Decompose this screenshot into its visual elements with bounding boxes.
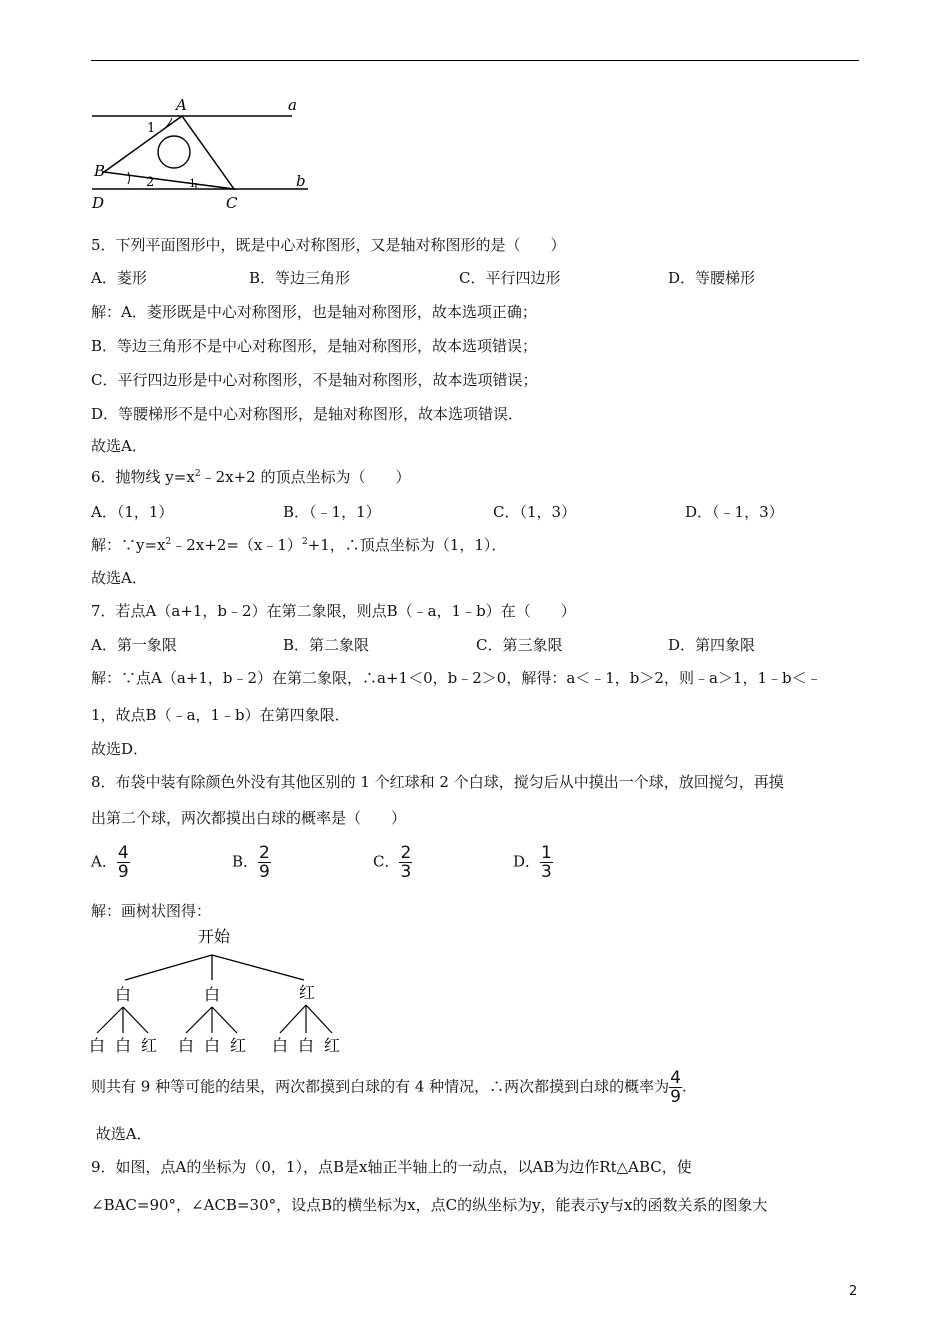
q8-option-b-num: 2 bbox=[259, 843, 270, 863]
q8-conclusion bbox=[91, 1069, 687, 1106]
label-B: B bbox=[94, 162, 106, 180]
label-a: a bbox=[288, 96, 297, 114]
q6-solution bbox=[91, 535, 506, 555]
q8-conclusion-text: 则共有 9 种等可能的结果，两次都摸到白球的有 4 种情况，∴两次都摸到白球的概率为 bbox=[91, 1077, 670, 1096]
q5-option-c: C．平行四边形 bbox=[459, 269, 561, 287]
tree-leaf-7: 白 bbox=[272, 1036, 289, 1055]
q8-option-b-label: B． bbox=[232, 852, 259, 871]
q5-solution-2: B．等边三角形不是中心对称图形，是轴对称图形，故本选项错误； bbox=[91, 337, 538, 355]
q8-option-d-label: D． bbox=[513, 852, 541, 871]
q5-option-a: A．菱形 bbox=[91, 269, 147, 287]
inscribed-circle bbox=[158, 136, 190, 168]
q7-option-c: C．第三象限 bbox=[476, 636, 563, 654]
q5-option-d: D．等腰梯形 bbox=[668, 269, 756, 287]
angle-mark-2 bbox=[128, 172, 130, 184]
q8-option-b-den: 9 bbox=[259, 862, 270, 882]
q6-sol-exponent-2: 2 bbox=[301, 537, 308, 547]
tree-edge-2-1 bbox=[186, 1007, 212, 1033]
tree-leaf-5: 白 bbox=[204, 1036, 221, 1055]
q5-stem: 5．下列平面图形中，既是中心对称图形，又是轴对称图形的是（ ） bbox=[91, 236, 566, 254]
q5-answer: 故选A． bbox=[91, 437, 147, 455]
q8-option-c-label: C． bbox=[373, 852, 400, 871]
label-A: A bbox=[176, 96, 187, 114]
tree-edge-root-1 bbox=[125, 955, 212, 980]
tree-edge-root-3 bbox=[212, 955, 304, 980]
label-D: D bbox=[92, 194, 105, 212]
q6-sol-a: 解：∵y=x bbox=[91, 536, 166, 554]
q7-solution-1: 解：∵点A（a+1，b﹣2）在第二象限，∴a+1＜0，b﹣2＞0，解得：a＜﹣1，b＞2，则﹣a＞1，1﹣b＜﹣ bbox=[91, 669, 822, 687]
tree-level1-node-3: 红 bbox=[299, 983, 316, 1002]
tree-edge-1-1 bbox=[97, 1007, 123, 1033]
tree-level1-node-1: 白 bbox=[115, 985, 132, 1004]
tree-edge-3-1 bbox=[280, 1005, 306, 1033]
tree-edge-3-3 bbox=[306, 1005, 332, 1033]
q8-option-c bbox=[373, 844, 412, 881]
tree-leaf-4: 白 bbox=[178, 1036, 195, 1055]
q8-option-c-num: 2 bbox=[400, 843, 412, 863]
tree-leaf-8: 白 bbox=[298, 1036, 315, 1055]
q5-solution-1: 解：A．菱形既是中心对称图形，也是轴对称图形，故本选项正确； bbox=[91, 303, 537, 321]
q8-option-a bbox=[91, 844, 130, 881]
q6-option-d: D．（﹣1，3） bbox=[685, 503, 784, 521]
q6-option-c: C．（1，3） bbox=[493, 503, 577, 521]
q6-sol-exponent-1: 2 bbox=[165, 537, 172, 547]
q6-sol-c: +1，∴顶点坐标为（1，1）． bbox=[307, 536, 507, 554]
q8-conclusion-end: . bbox=[682, 1077, 687, 1096]
q8-option-a-label: A． bbox=[91, 852, 117, 871]
q8-option-d-fraction bbox=[540, 844, 553, 881]
q8-option-b bbox=[232, 844, 271, 881]
q8-answer: 故选A． bbox=[91, 1125, 152, 1143]
q7-solution-2: 1，故点B（﹣a，1﹣b）在第四象限． bbox=[91, 706, 350, 724]
q5-solution-4: D．等腰梯形不是中心对称图形，是轴对称图形，故本选项错误． bbox=[91, 405, 524, 423]
triangle-abc bbox=[104, 116, 234, 189]
label-C: C bbox=[226, 194, 238, 212]
page-number: 2 bbox=[849, 1284, 858, 1299]
q8-option-a-num: 4 bbox=[117, 843, 129, 863]
q7-answer: 故选D． bbox=[91, 740, 149, 758]
tree-edge-2-3 bbox=[212, 1007, 237, 1033]
q8-option-c-fraction bbox=[399, 844, 412, 881]
tree-leaf-1: 白 bbox=[89, 1036, 106, 1055]
q6-answer: 故选A． bbox=[91, 569, 147, 587]
label-b: b bbox=[296, 172, 306, 190]
q7-stem: 7．若点A（a+1，b﹣2）在第二象限，则点B（﹣a，1﹣b）在（ ） bbox=[91, 602, 576, 620]
q7-option-d: D．第四象限 bbox=[668, 636, 756, 654]
tree-leaf-6: 红 bbox=[230, 1036, 247, 1055]
tree-leaf-2: 白 bbox=[115, 1036, 132, 1055]
q8-option-d-num: 1 bbox=[541, 843, 552, 863]
q8-option-d bbox=[513, 844, 553, 881]
q8-stem-2: 出第二个球，两次都摸出白球的概率是（ ） bbox=[91, 809, 407, 827]
q8-option-d-den: 3 bbox=[541, 862, 552, 882]
q8-conclusion-den: 9 bbox=[670, 1087, 681, 1107]
label-2: 2 bbox=[146, 175, 155, 190]
q7-option-b: B．第二象限 bbox=[283, 636, 370, 654]
q8-stem-1: 8．布袋中装有除颜色外没有其他区别的 1 个红球和 2 个白球，搅匀后从中摸出一个球，放回搅匀，再摸 bbox=[91, 773, 784, 791]
q8-conclusion-fraction bbox=[669, 1069, 682, 1106]
label-1-top: 1 bbox=[147, 121, 156, 136]
q8-option-c-den: 3 bbox=[400, 862, 412, 882]
tree-edge-1-3 bbox=[123, 1007, 148, 1033]
q6-stem bbox=[91, 467, 410, 487]
tree-leaf-3: 红 bbox=[141, 1036, 158, 1055]
q9-stem-1: 9．如图，点A的坐标为（0，1），点B是x轴正半轴上的一动点，以AB为边作Rt△ABC，使 bbox=[91, 1158, 692, 1176]
probability-tree-diagram bbox=[80, 925, 360, 1060]
q5-option-b: B．等边三角形 bbox=[249, 269, 351, 287]
q6-stem-suffix: ﹣2x+2 的顶点坐标为（ ） bbox=[200, 468, 411, 486]
tree-root: 开始 bbox=[198, 927, 231, 946]
parallel-lines-triangle-figure bbox=[86, 96, 316, 211]
q8-solution-intro: 解：画树状图得： bbox=[91, 902, 212, 920]
q6-sol-b: ﹣2x+2=（x﹣1） bbox=[171, 536, 302, 554]
q8-option-a-den: 9 bbox=[117, 862, 129, 882]
q7-option-a: A．第一象限 bbox=[91, 636, 177, 654]
q8-option-b-fraction bbox=[258, 844, 271, 881]
q8-option-a-fraction bbox=[117, 844, 130, 881]
q6-stem-exponent: 2 bbox=[194, 469, 201, 479]
q5-solution-3: C．平行四边形是中心对称图形，不是轴对称图形，故本选项错误； bbox=[91, 371, 538, 389]
label-1-bottom: 1 bbox=[189, 177, 196, 190]
q9-stem-2: ∠BAC=90°，∠ACB=30°，设点B的横坐标为x，点C的纵坐标为y，能表示y与x的函数关系的图象大 bbox=[91, 1196, 768, 1214]
tree-leaf-9: 红 bbox=[324, 1036, 341, 1055]
q6-option-a: A．（1，1） bbox=[91, 503, 174, 521]
header-rule bbox=[91, 60, 859, 61]
tree-level1-node-2: 白 bbox=[204, 985, 221, 1004]
q8-conclusion-num: 4 bbox=[670, 1068, 681, 1088]
q6-option-b: B．（﹣1，1） bbox=[283, 503, 381, 521]
q6-stem-prefix: 6．抛物线 y=x bbox=[91, 468, 195, 486]
